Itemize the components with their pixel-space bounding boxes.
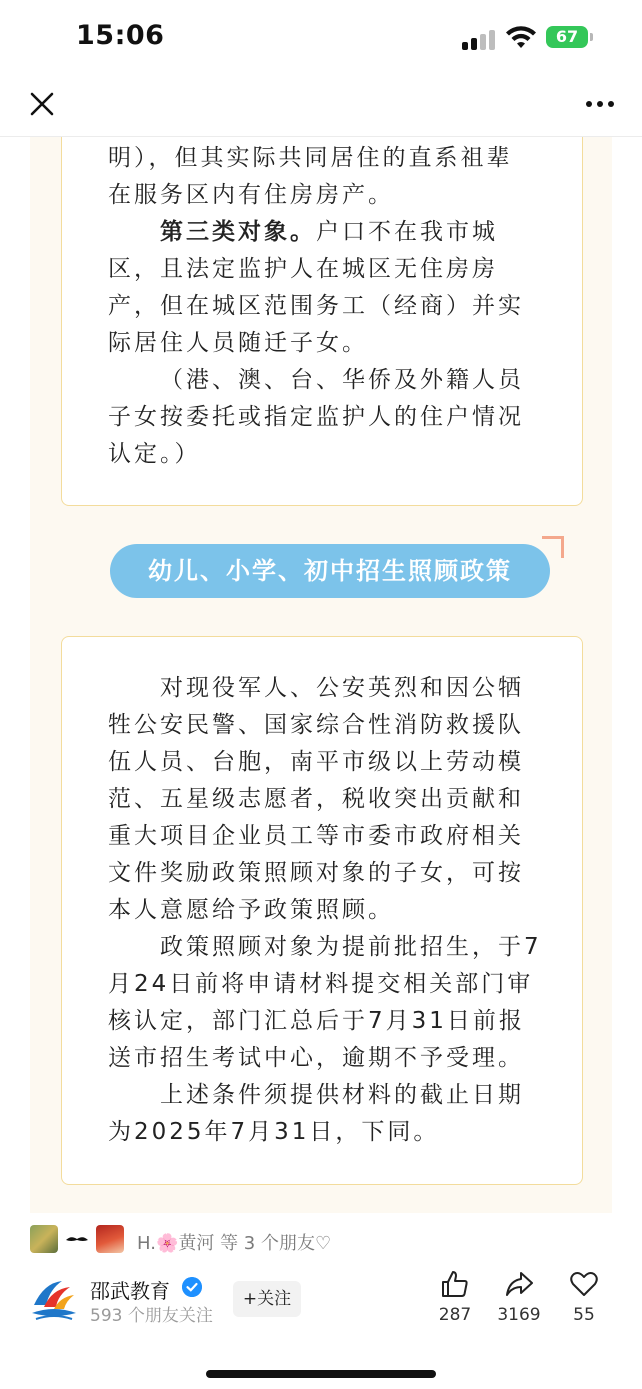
section-title: 幼儿、小学、初中招生照顾政策 [110,544,550,598]
share-button[interactable] [491,1269,547,1325]
follow-button[interactable]: +关注 [233,1281,301,1317]
paragraph-line: 文件奖励政策照顾对象的子女，可按 [108,860,524,886]
paragraph-line: 核认定，部门汇总后于7月31日前报 [108,1008,525,1034]
paragraph-line: 牲公安民警、国家综合性消防救援队 [108,712,524,738]
paragraph-line: 月24日前将申请材料提交相关部门审 [108,971,534,997]
favorite-count: 55 [573,1305,595,1325]
policy-card [61,636,583,1185]
like-button[interactable] [427,1269,483,1325]
home-indicator[interactable] [206,1370,436,1378]
corner-decoration [542,536,564,558]
account-followers: 593 个朋友关注 [90,1306,213,1326]
paragraph-text: 户口不在我市城 [316,219,498,245]
thumbs-up-icon [440,1269,470,1299]
paragraph-line [108,214,540,251]
heart-icon [569,1269,599,1299]
category-label: 第三类对象。 [160,219,316,245]
wifi-icon [505,24,537,50]
nav-bar [0,78,642,137]
friend-avatar [63,1225,91,1253]
paragraph-line: 明），但其实际共同居住的直系祖辈 [108,145,513,171]
verified-icon [182,1277,202,1297]
share-count: 3169 [497,1305,541,1325]
paragraph-line: 子女按委托或指定监护人的住户情况 [108,404,524,430]
share-icon [504,1269,534,1299]
battery-icon [546,26,588,48]
paragraph-line: 范、五星级志愿者，税收突出贡献和 [108,786,524,812]
account-bar [0,1265,642,1389]
friend-avatar [30,1225,58,1253]
paragraph-line: 在服务区内有住房房产。 [108,182,394,208]
battery-level: 67 [555,27,579,46]
paragraph-line: 上述条件须提供材料的截止日期 [160,1082,524,1108]
friends-text: H.🌸黄河 等 3 个朋友♡ [137,1233,332,1254]
paragraph-line: 送市招生考试中心，逾期不予受理。 [108,1045,524,1071]
paragraph-line: 政策照顾对象为提前批招生，于7 [160,934,542,960]
paragraph-line: （港、澳、台、华侨及外籍人员 [160,367,524,393]
paragraph-line: 对现役军人、公安英烈和因公牺 [160,675,524,701]
paragraph-line: 产，但在城区范围务工（经商）并实 [108,293,524,319]
account-name[interactable]: 邵武教育 [90,1279,170,1303]
article-content [0,137,642,1213]
account-logo[interactable] [30,1275,78,1323]
paragraph-line: 区，且法定监护人在城区无住房房 [108,256,498,282]
signal-icon [462,28,496,50]
friends-bar[interactable] [0,1213,642,1265]
eligibility-card [61,137,583,506]
paragraph-line: 际居住人员随迁子女。 [108,330,368,356]
paragraph-line: 本人意愿给予政策照顾。 [108,897,394,923]
paragraph-line: 伍人员、台胞，南平市级以上劳动模 [108,749,524,775]
like-count: 287 [438,1305,472,1325]
paragraph-line: 为2025年7月31日，下同。 [108,1119,440,1145]
status-time: 15:06 [76,20,165,51]
battery-cap [590,33,593,41]
paragraph-line: 认定。） [108,441,201,467]
paragraph-line: 重大项目企业员工等市委市政府相关 [108,823,524,849]
friend-avatar [96,1225,124,1253]
more-icon[interactable] [584,92,616,116]
favorite-button[interactable] [556,1269,612,1325]
close-icon[interactable] [26,88,58,120]
status-bar [0,0,642,78]
